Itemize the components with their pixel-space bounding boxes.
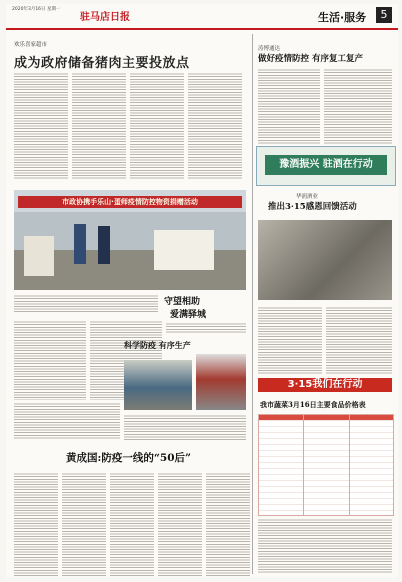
page-number: 5 bbox=[376, 7, 392, 23]
recovery-body-col2 bbox=[324, 68, 392, 144]
bottom-body-col1 bbox=[14, 472, 58, 576]
wine-kicker: 华润酒业 bbox=[296, 194, 319, 200]
guard-headline-1: 守望相助 bbox=[164, 297, 201, 307]
column-divider bbox=[252, 34, 253, 574]
science-photo-2 bbox=[196, 354, 246, 410]
bottom-body-col2 bbox=[62, 472, 106, 576]
recovery-kicker: 涛博通达 bbox=[258, 46, 281, 52]
donation-boxes bbox=[24, 236, 54, 276]
science-body-col2 bbox=[124, 414, 246, 440]
table-divider bbox=[303, 415, 304, 515]
donation-boxes bbox=[154, 230, 214, 270]
newspaper-logo: 驻马店日报 bbox=[80, 12, 130, 23]
wine-body-col2 bbox=[326, 306, 392, 374]
guard-headline-2: 爱满驿城 bbox=[170, 310, 207, 320]
wine-body-col1 bbox=[258, 306, 322, 374]
person-figure bbox=[98, 226, 110, 264]
science-headline: 科学防疫 有序生产 bbox=[124, 340, 191, 350]
bottom-body-col4 bbox=[158, 472, 202, 576]
donation-photo bbox=[14, 190, 246, 290]
price-table-header bbox=[259, 415, 393, 420]
masthead-rule bbox=[6, 28, 398, 30]
pork-kicker: 欢乐喜家超市 bbox=[14, 42, 48, 48]
issue-date: 2020年3月16日 星期一 bbox=[12, 7, 61, 12]
guard-caption bbox=[14, 294, 158, 314]
bottom-headline: 黄成国:防疫一线的“50后” bbox=[66, 452, 192, 464]
price-table bbox=[258, 414, 394, 516]
price-notes bbox=[258, 518, 392, 574]
wine-ad-text: 豫酒振兴 驻酒在行动 bbox=[265, 155, 387, 175]
table-divider bbox=[349, 415, 350, 515]
bottom-body-col3 bbox=[110, 472, 154, 576]
guard-body-col1 bbox=[14, 320, 86, 400]
masthead bbox=[6, 4, 398, 28]
newspaper-page bbox=[6, 4, 398, 578]
pork-body-col1 bbox=[14, 72, 68, 180]
wine-event-photo bbox=[258, 220, 392, 300]
wine-ad-banner bbox=[256, 146, 396, 186]
price-table-title: 我市蔬菜3月16日主要食品价格表 bbox=[260, 400, 366, 409]
science-body-col1 bbox=[14, 402, 120, 440]
pork-body-col4 bbox=[188, 72, 242, 180]
section-title: 生活·服务 bbox=[318, 11, 367, 24]
person-figure bbox=[74, 224, 86, 264]
donation-slogan: 市政协携手乐山·蛋师疫情防控物资捐赠活动 bbox=[18, 196, 242, 208]
guard-body-col3 bbox=[166, 322, 246, 334]
consumer-day-banner: 3·15我们在行动 bbox=[258, 378, 392, 392]
science-photo-1 bbox=[124, 360, 192, 410]
recovery-body-col1 bbox=[258, 68, 320, 144]
wine-headline: 推出3·15感恩回馈活动 bbox=[268, 202, 357, 212]
bottom-body-col5 bbox=[206, 472, 250, 576]
pork-body-col3 bbox=[130, 72, 184, 180]
pork-headline: 成为政府储备猪肉主要投放点 bbox=[14, 56, 190, 71]
recovery-headline: 做好疫情防控 有序复工复产 bbox=[258, 54, 363, 64]
pork-body-col2 bbox=[72, 72, 126, 180]
